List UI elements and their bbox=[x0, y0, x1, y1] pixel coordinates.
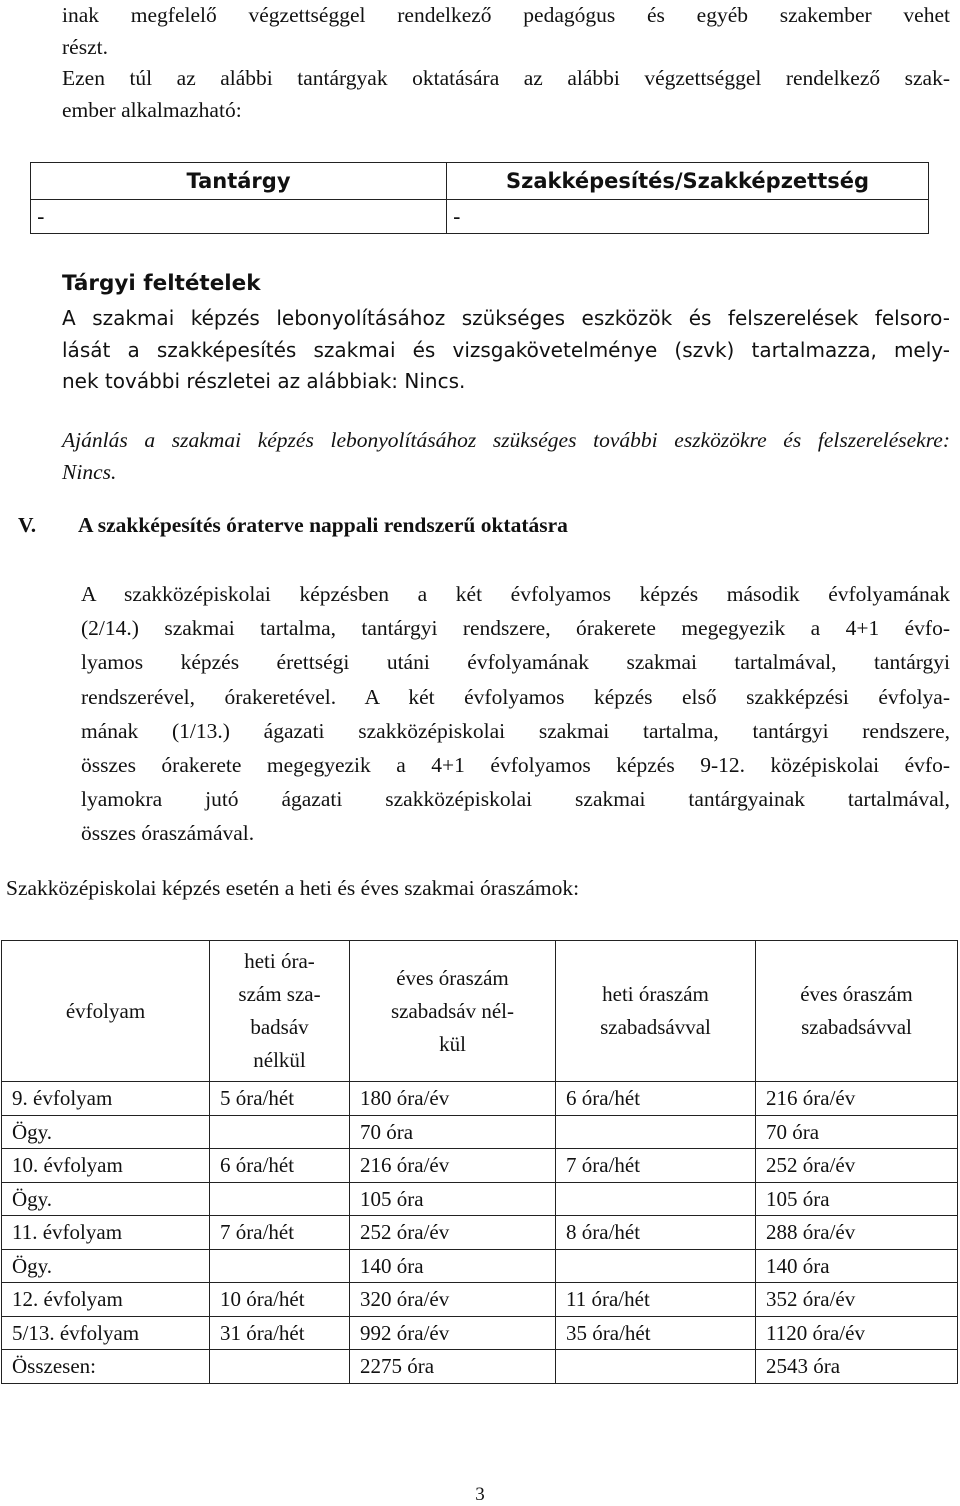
text-line: A szakközépiskolai képzésben a két évfolyamos képzés második évfolyamának bbox=[81, 582, 950, 606]
table-cell: 2543 óra bbox=[756, 1350, 958, 1384]
table-cell: 2275 óra bbox=[350, 1350, 556, 1384]
table-cell: 10. évfolyam bbox=[2, 1149, 210, 1183]
table-cell bbox=[556, 1115, 756, 1149]
table-cell: Összesen: bbox=[2, 1350, 210, 1384]
text-line: Ajánlás a szakmai képzés lebonyolításához szükséges további eszközökre és felszerelésekre: bbox=[62, 428, 950, 452]
text-line: inak megfelelő végzettséggel rendelkező pedagógus és egyéb szakember vehet bbox=[62, 3, 950, 27]
column-header: Tantárgy bbox=[31, 163, 447, 200]
text-line: rendszerével, órakeretével. A két évfolyamos képzés első szakképzési évfolya- bbox=[81, 684, 950, 709]
staff-qualification-table bbox=[30, 162, 929, 234]
table-cell: 70 óra bbox=[350, 1115, 556, 1149]
table-cell bbox=[210, 1350, 350, 1384]
header-line: szabadsáv nél- bbox=[390, 998, 515, 1023]
text-line: összes óraszámával. bbox=[81, 821, 255, 846]
table-row bbox=[2, 1249, 958, 1283]
table-cell bbox=[210, 1249, 350, 1283]
table-cell: 252 óra/év bbox=[756, 1149, 958, 1183]
table-cell: 10 óra/hét bbox=[210, 1283, 350, 1317]
table-cell: 7 óra/hét bbox=[556, 1149, 756, 1183]
table-row bbox=[2, 1115, 958, 1149]
table-cell: 180 óra/év bbox=[350, 1082, 556, 1116]
table-cell: 35 óra/hét bbox=[556, 1316, 756, 1350]
table-cell: 140 óra bbox=[350, 1249, 556, 1283]
table-cell: 7 óra/hét bbox=[210, 1216, 350, 1250]
table-row bbox=[2, 1350, 958, 1384]
table-cell: Ögy. bbox=[2, 1182, 210, 1216]
table-cell: - bbox=[31, 200, 447, 234]
table-row bbox=[2, 1216, 958, 1250]
orakeret-paragraph bbox=[81, 577, 950, 851]
table-cell bbox=[556, 1249, 756, 1283]
header-line: szabadsávval bbox=[801, 1015, 912, 1039]
text-line: lyamos képzés érettségi utáni évfolyamának szakmai tartalmával, tantárgyi bbox=[81, 650, 950, 675]
section-number: V. bbox=[18, 513, 37, 537]
text-line: lyamokra jutó ágazati szakközépiskolai szakmai tantárgyainak tartalmával, bbox=[81, 787, 950, 812]
table-cell: 70 óra bbox=[756, 1115, 958, 1149]
header-line: nélkül bbox=[253, 1048, 306, 1072]
header-line: heti óra- bbox=[244, 949, 315, 973]
table-cell: 1120 óra/év bbox=[756, 1316, 958, 1350]
header-line: heti óraszám bbox=[602, 982, 709, 1006]
hours-table-body bbox=[2, 1082, 958, 1384]
table-cell: 352 óra/év bbox=[756, 1283, 958, 1317]
table-cell: 12. évfolyam bbox=[2, 1283, 210, 1317]
header-line: évfolyam bbox=[65, 998, 146, 1023]
text-line: Nincs. bbox=[62, 459, 117, 484]
header-line: éves óraszám bbox=[800, 982, 913, 1006]
table-cell: 252 óra/év bbox=[350, 1216, 556, 1250]
text-line: összes órakerete megegyezik a 4+1 évfolyamos képzés 9-12. középiskolai évfo- bbox=[81, 753, 950, 778]
table-cell: 216 óra/év bbox=[350, 1149, 556, 1183]
table-cell bbox=[556, 1350, 756, 1384]
table-cell: 31 óra/hét bbox=[210, 1316, 350, 1350]
section-title: A szakképesítés óraterve nappali rendszerű oktatásra bbox=[78, 513, 568, 537]
table-cell: 11 óra/hét bbox=[556, 1283, 756, 1317]
column-header-heti-szabadsav-nelkul bbox=[210, 941, 350, 1082]
table-cell: 288 óra/év bbox=[756, 1216, 958, 1250]
table-row bbox=[2, 1283, 958, 1317]
table-cell bbox=[210, 1115, 350, 1149]
table-cell: 5 óra/hét bbox=[210, 1082, 350, 1116]
table-cell: 6 óra/hét bbox=[556, 1082, 756, 1116]
column-header-eves-szabadsav-nelkul bbox=[350, 941, 556, 1082]
header-line: szám sza- bbox=[238, 982, 321, 1006]
table-cell: 5/13. évfolyam bbox=[2, 1316, 210, 1350]
table-cell: 8 óra/hét bbox=[556, 1216, 756, 1250]
table-cell: Ögy. bbox=[2, 1115, 210, 1149]
text-line: mának (1/13.) ágazati szakközépiskolai szakmai tartalma, tantárgyi rendszere, bbox=[81, 718, 950, 743]
table-cell: 105 óra bbox=[350, 1182, 556, 1216]
text-line: (2/14.) szakmai tartalma, tantárgyi rendszere, órakerete megegyezik a 4+1 évfo- bbox=[81, 616, 950, 641]
text-line: Ezen túl az alábbi tantárgyak oktatására az alábbi végzettséggel rendelkező szak- bbox=[62, 66, 950, 90]
header-line: kül bbox=[439, 1031, 466, 1056]
text-line: nek további részletei az alábbiak: Nincs. bbox=[62, 369, 466, 393]
column-header-heti-szabadsavval bbox=[556, 941, 756, 1082]
table-cell: 320 óra/év bbox=[350, 1283, 556, 1317]
targyi-paragraph bbox=[62, 303, 950, 398]
table-cell bbox=[210, 1182, 350, 1216]
header-line: szabadsávval bbox=[600, 1015, 711, 1039]
table-row bbox=[2, 1182, 958, 1216]
table-header-row bbox=[31, 163, 929, 200]
table-cell bbox=[556, 1182, 756, 1216]
table-cell: Ögy. bbox=[2, 1249, 210, 1283]
table-cell: 992 óra/év bbox=[350, 1316, 556, 1350]
table-header-row bbox=[2, 941, 958, 1082]
hours-table bbox=[1, 940, 958, 1384]
table-cell: - bbox=[447, 200, 929, 234]
text-line: lását a szakképesítés szakmai és vizsgakövetelménye (szvk) tartalmazza, mely- bbox=[62, 337, 950, 362]
table-row bbox=[2, 1316, 958, 1350]
column-header-evfolyam bbox=[2, 941, 210, 1082]
ajanlas-paragraph bbox=[62, 425, 950, 488]
table-cell: 6 óra/hét bbox=[210, 1149, 350, 1183]
section-heading-v bbox=[18, 513, 568, 538]
table-cell: 216 óra/év bbox=[756, 1082, 958, 1116]
table-cell: 9. évfolyam bbox=[2, 1082, 210, 1116]
header-line: badsáv bbox=[250, 1015, 309, 1039]
text-line: részt. bbox=[62, 34, 108, 59]
table-row bbox=[31, 200, 929, 234]
column-header: Szakképesítés/Szakképzettség bbox=[447, 163, 929, 200]
table-row bbox=[2, 1149, 958, 1183]
table-cell: 140 óra bbox=[756, 1249, 958, 1283]
text-line: A szakmai képzés lebonyolításához szükséges eszközök és felszerelések felsoro- bbox=[62, 306, 950, 330]
table-cell: 105 óra bbox=[756, 1182, 958, 1216]
section-title-targyi-feltetelek: Tárgyi feltételek bbox=[62, 271, 261, 296]
hours-table-caption: Szakközépiskolai képzés esetén a heti és éves szakmai óraszámok: bbox=[6, 876, 580, 900]
page-number: 3 bbox=[475, 1484, 485, 1505]
column-header-eves-szabadsavval bbox=[756, 941, 958, 1082]
header-line: éves óraszám bbox=[396, 965, 509, 990]
table-row bbox=[2, 1082, 958, 1116]
text-line: ember alkalmazható: bbox=[62, 97, 242, 122]
table-cell: 11. évfolyam bbox=[2, 1216, 210, 1250]
intro-paragraph bbox=[62, 0, 950, 126]
